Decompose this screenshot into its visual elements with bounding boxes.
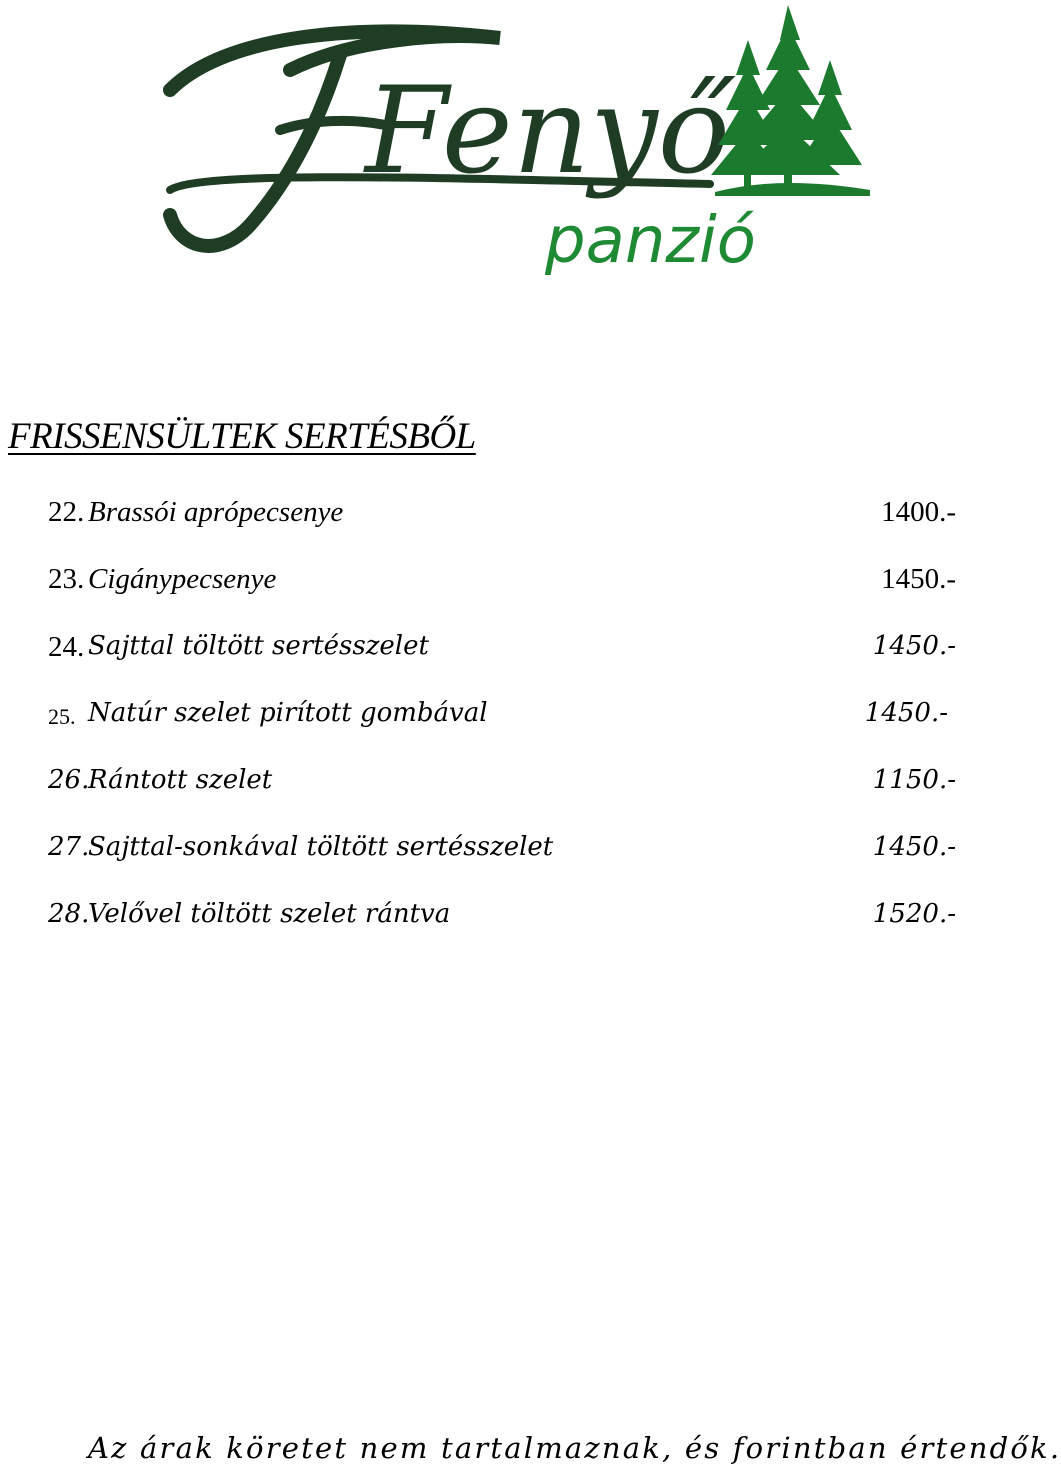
item-number: 27. bbox=[48, 832, 90, 862]
section-title: FRISSENSÜLTEK SERTÉSBŐL bbox=[8, 416, 476, 457]
list-item bbox=[0, 698, 960, 738]
item-number: 22. bbox=[48, 496, 85, 528]
item-number: 24. bbox=[48, 631, 85, 663]
logo-subtitle: panzió bbox=[545, 204, 756, 278]
item-name: Sajttal töltött sertésszelet bbox=[88, 631, 429, 661]
list-item bbox=[0, 765, 960, 805]
item-name: Natúr szelet pirított gombával bbox=[88, 698, 488, 728]
logo-title: Fenyő bbox=[365, 62, 731, 201]
footer-note: Az árak köretet nem tartalmaznak, és forintban értendők. bbox=[88, 1431, 1061, 1465]
list-item bbox=[0, 832, 960, 872]
list-item bbox=[0, 563, 960, 603]
item-number: 28. bbox=[48, 899, 90, 929]
list-item bbox=[0, 631, 960, 671]
item-name: Velővel töltött szelet rántva bbox=[88, 899, 451, 929]
item-price: 1450.- bbox=[881, 563, 956, 595]
list-item bbox=[0, 899, 960, 939]
item-number: 25. bbox=[48, 704, 76, 729]
item-number: 26. bbox=[48, 765, 90, 795]
item-price: 1450.- bbox=[864, 698, 948, 728]
item-price: 1450.- bbox=[872, 631, 956, 661]
logo-f-stem bbox=[170, 55, 340, 246]
item-price: 1400.- bbox=[881, 496, 956, 528]
item-name: Sajttal-sonkával töltött sertésszelet bbox=[88, 832, 554, 862]
logo bbox=[140, 0, 880, 300]
item-price: 1520.- bbox=[872, 899, 956, 929]
tree-icon bbox=[711, 5, 870, 196]
item-price: 1450.- bbox=[872, 832, 956, 862]
item-name: Cigánypecsenye bbox=[88, 563, 277, 595]
item-name: Brassói aprópecsenye bbox=[88, 496, 344, 528]
item-number: 23. bbox=[48, 563, 85, 595]
item-price: 1150.- bbox=[872, 765, 956, 795]
item-name: Rántott szelet bbox=[88, 765, 273, 795]
list-item bbox=[0, 496, 960, 536]
